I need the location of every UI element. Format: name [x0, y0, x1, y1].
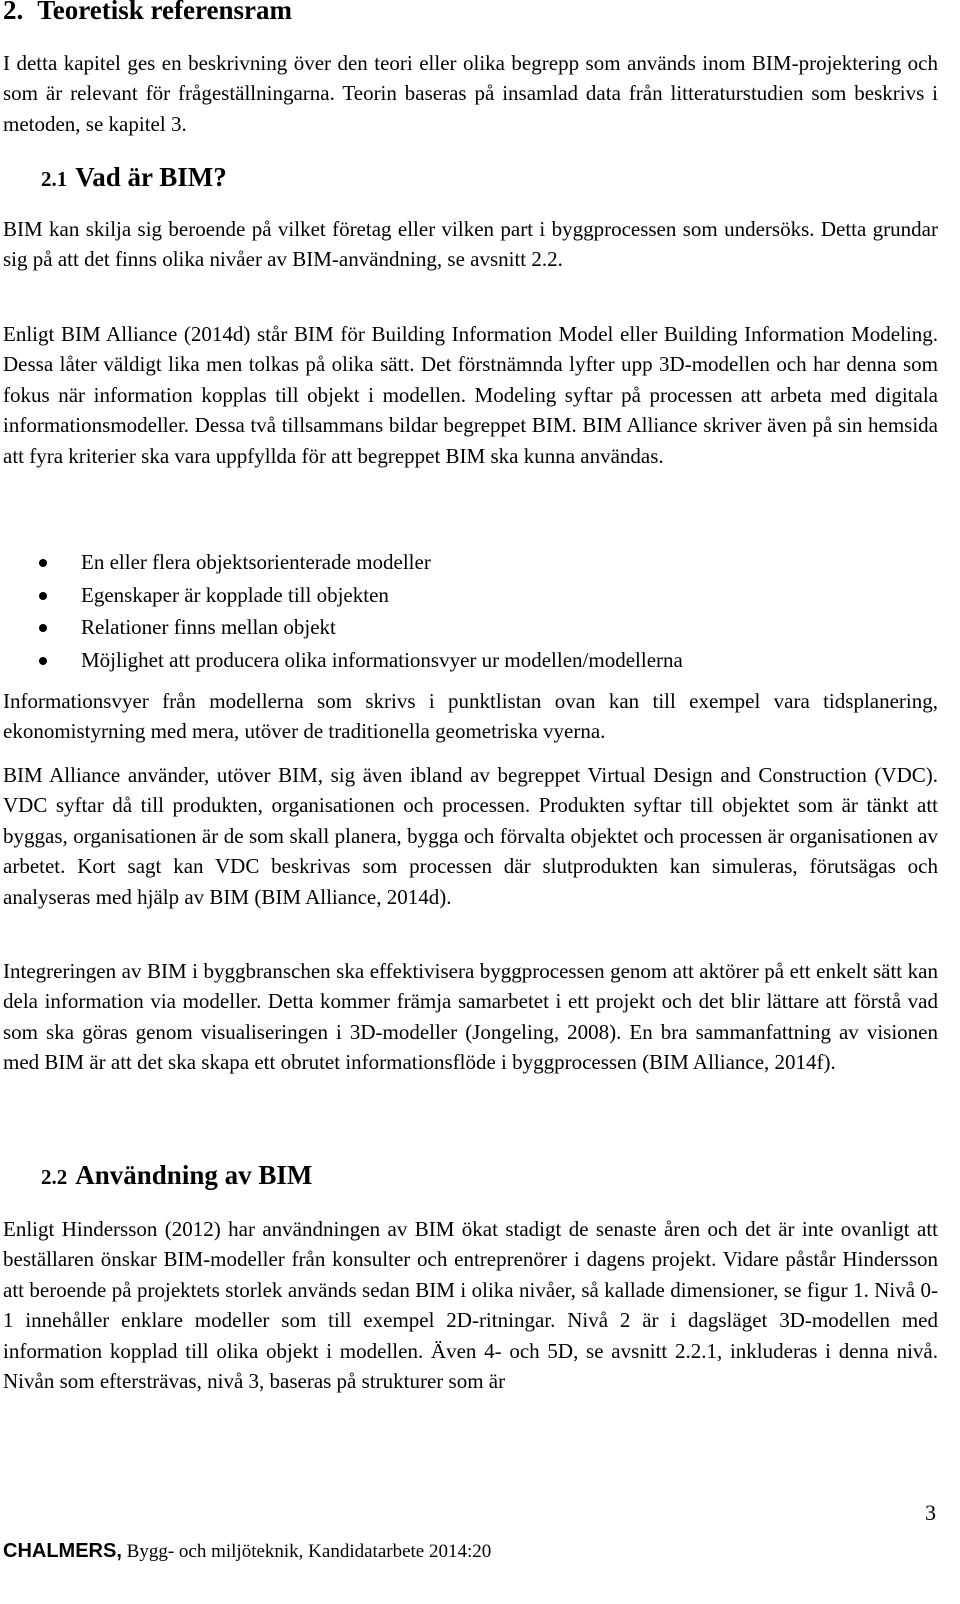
chapter-number: 2.: [3, 0, 24, 25]
chapter-heading: [3, 0, 292, 24]
section-2-2-heading: [41, 1160, 312, 1191]
list-item: En eller flera objektsorienterade modeller: [3, 546, 938, 579]
section-2-2-paragraph-1: Enligt Hindersson (2012) har användningen av BIM ökat stadigt de senaste åren och det är inte ovanligt att beställaren önskar BIM-modeller från konsulter och entreprenörer i dagens projekt. Vidare påstår Hindersson att beroende på projektets storlek används sedan BIM i olika nivåer, så kallade dimensioner, se figur 1. Nivå 0-1 innehåller enklare modeller som till exempel 2D-ritningar. Nivå 2 är i dagsläget 3D-modellen med information kopplad till olika objekt i modellen. Även 4- och 5D, se avsnitt 2.2.1, inkluderas i denna nivå. Nivån som eftersträvas, nivå 3, baseras på strukturer som är: [3, 1217, 938, 1394]
section-2-1-number: 2.1: [41, 167, 68, 191]
chapter-title: Teoretisk referensram: [37, 0, 292, 25]
criteria-bullet-list: [3, 546, 938, 676]
footer-text: Bygg- och miljöteknik, Kandidatarbete 2014:20: [126, 1541, 492, 1562]
section-2-1-paragraph-4: BIM Alliance använder, utöver BIM, sig även ibland av begreppet Virtual Design and Construction (VDC). VDC syftar då till produkten, organisationen och processen. Produkten syftar till objektet som är tänkt att byggas, organisationen är de som skall planera, bygga och förvalta objektet och processen är organisationen av arbetet. Kort sagt kan VDC beskrivas som processen där slutprodukten kan simuleras, förutsägas och analyseras med hjälp av BIM (BIM Alliance, 2014d).: [3, 763, 938, 909]
section-2-1-paragraph-5: Integreringen av BIM i byggbranschen ska effektivisera byggprocessen genom att aktörer på ett enkelt sätt kan dela information via modeller. Detta kommer främja samarbetet i ett projekt och det blir lättare att förstå vad som ska göras genom visualiseringen i 3D-modeller (Jongeling, 2008). En bra sammanfattning av visionen med BIM är att det ska skapa ett obrutet informationsflöde i byggprocessen (BIM Alliance, 2014f).: [3, 959, 938, 1075]
list-item: Möjlighet att producera olika informationsvyer ur modellen/modellerna: [3, 644, 938, 677]
list-item: Egenskaper är kopplade till objekten: [3, 579, 938, 612]
section-2-1-heading: [41, 162, 227, 193]
bullet-icon: [39, 657, 47, 665]
bullet-icon: [39, 592, 47, 600]
footer-brand: CHALMERS,: [3, 1540, 122, 1562]
section-2-2-number: 2.2: [41, 1165, 68, 1189]
section-2-1-paragraph-1: BIM kan skilja sig beroende på vilket företag eller vilken part i byggprocessen som undersöks. Detta grundar sig på att det finns olika nivåer av BIM-användning, se avsnitt 2.2.: [3, 217, 938, 272]
section-2-1-paragraph-3: Informationsvyer från modellerna som skrivs i punktlistan ovan kan till exempel vara tidsplanering, ekonomistyrning med mera, utöver de traditionella geometriska vyerna.: [3, 689, 938, 744]
bullet-icon: [39, 624, 47, 632]
list-item: Relationer finns mellan objekt: [3, 611, 938, 644]
chapter-intro-paragraph: I detta kapitel ges en beskrivning över den teori eller olika begrepp som används inom BIM-projektering och som är relevant för frågeställningarna. Teorin baseras på insamlad data från litteraturstudien som beskrivs i metoden, se kapitel 3.: [3, 51, 938, 136]
page-number: 3: [925, 1500, 936, 1525]
section-2-1-paragraph-2: Enligt BIM Alliance (2014d) står BIM för Building Information Model eller Building Information Modeling. Dessa låter väldigt lika men tolkas på olika sätt. Det förstnämnda lyfter upp 3D-modellen och har denna som fokus när information kopplas till objekt i modellen. Modeling syftar på processen att arbeta med digitala informationsmodeller. Dessa två tillsammans bildar begreppet BIM. BIM Alliance skriver även på sin hemsida att fyra kriterier ska vara uppfyllda för att begreppet BIM ska kunna användas.: [3, 322, 938, 468]
page-footer: [3, 1540, 491, 1563]
section-2-2-title: Användning av BIM: [75, 1160, 313, 1190]
bullet-icon: [39, 559, 47, 567]
section-2-1-title: Vad är BIM?: [75, 162, 227, 192]
